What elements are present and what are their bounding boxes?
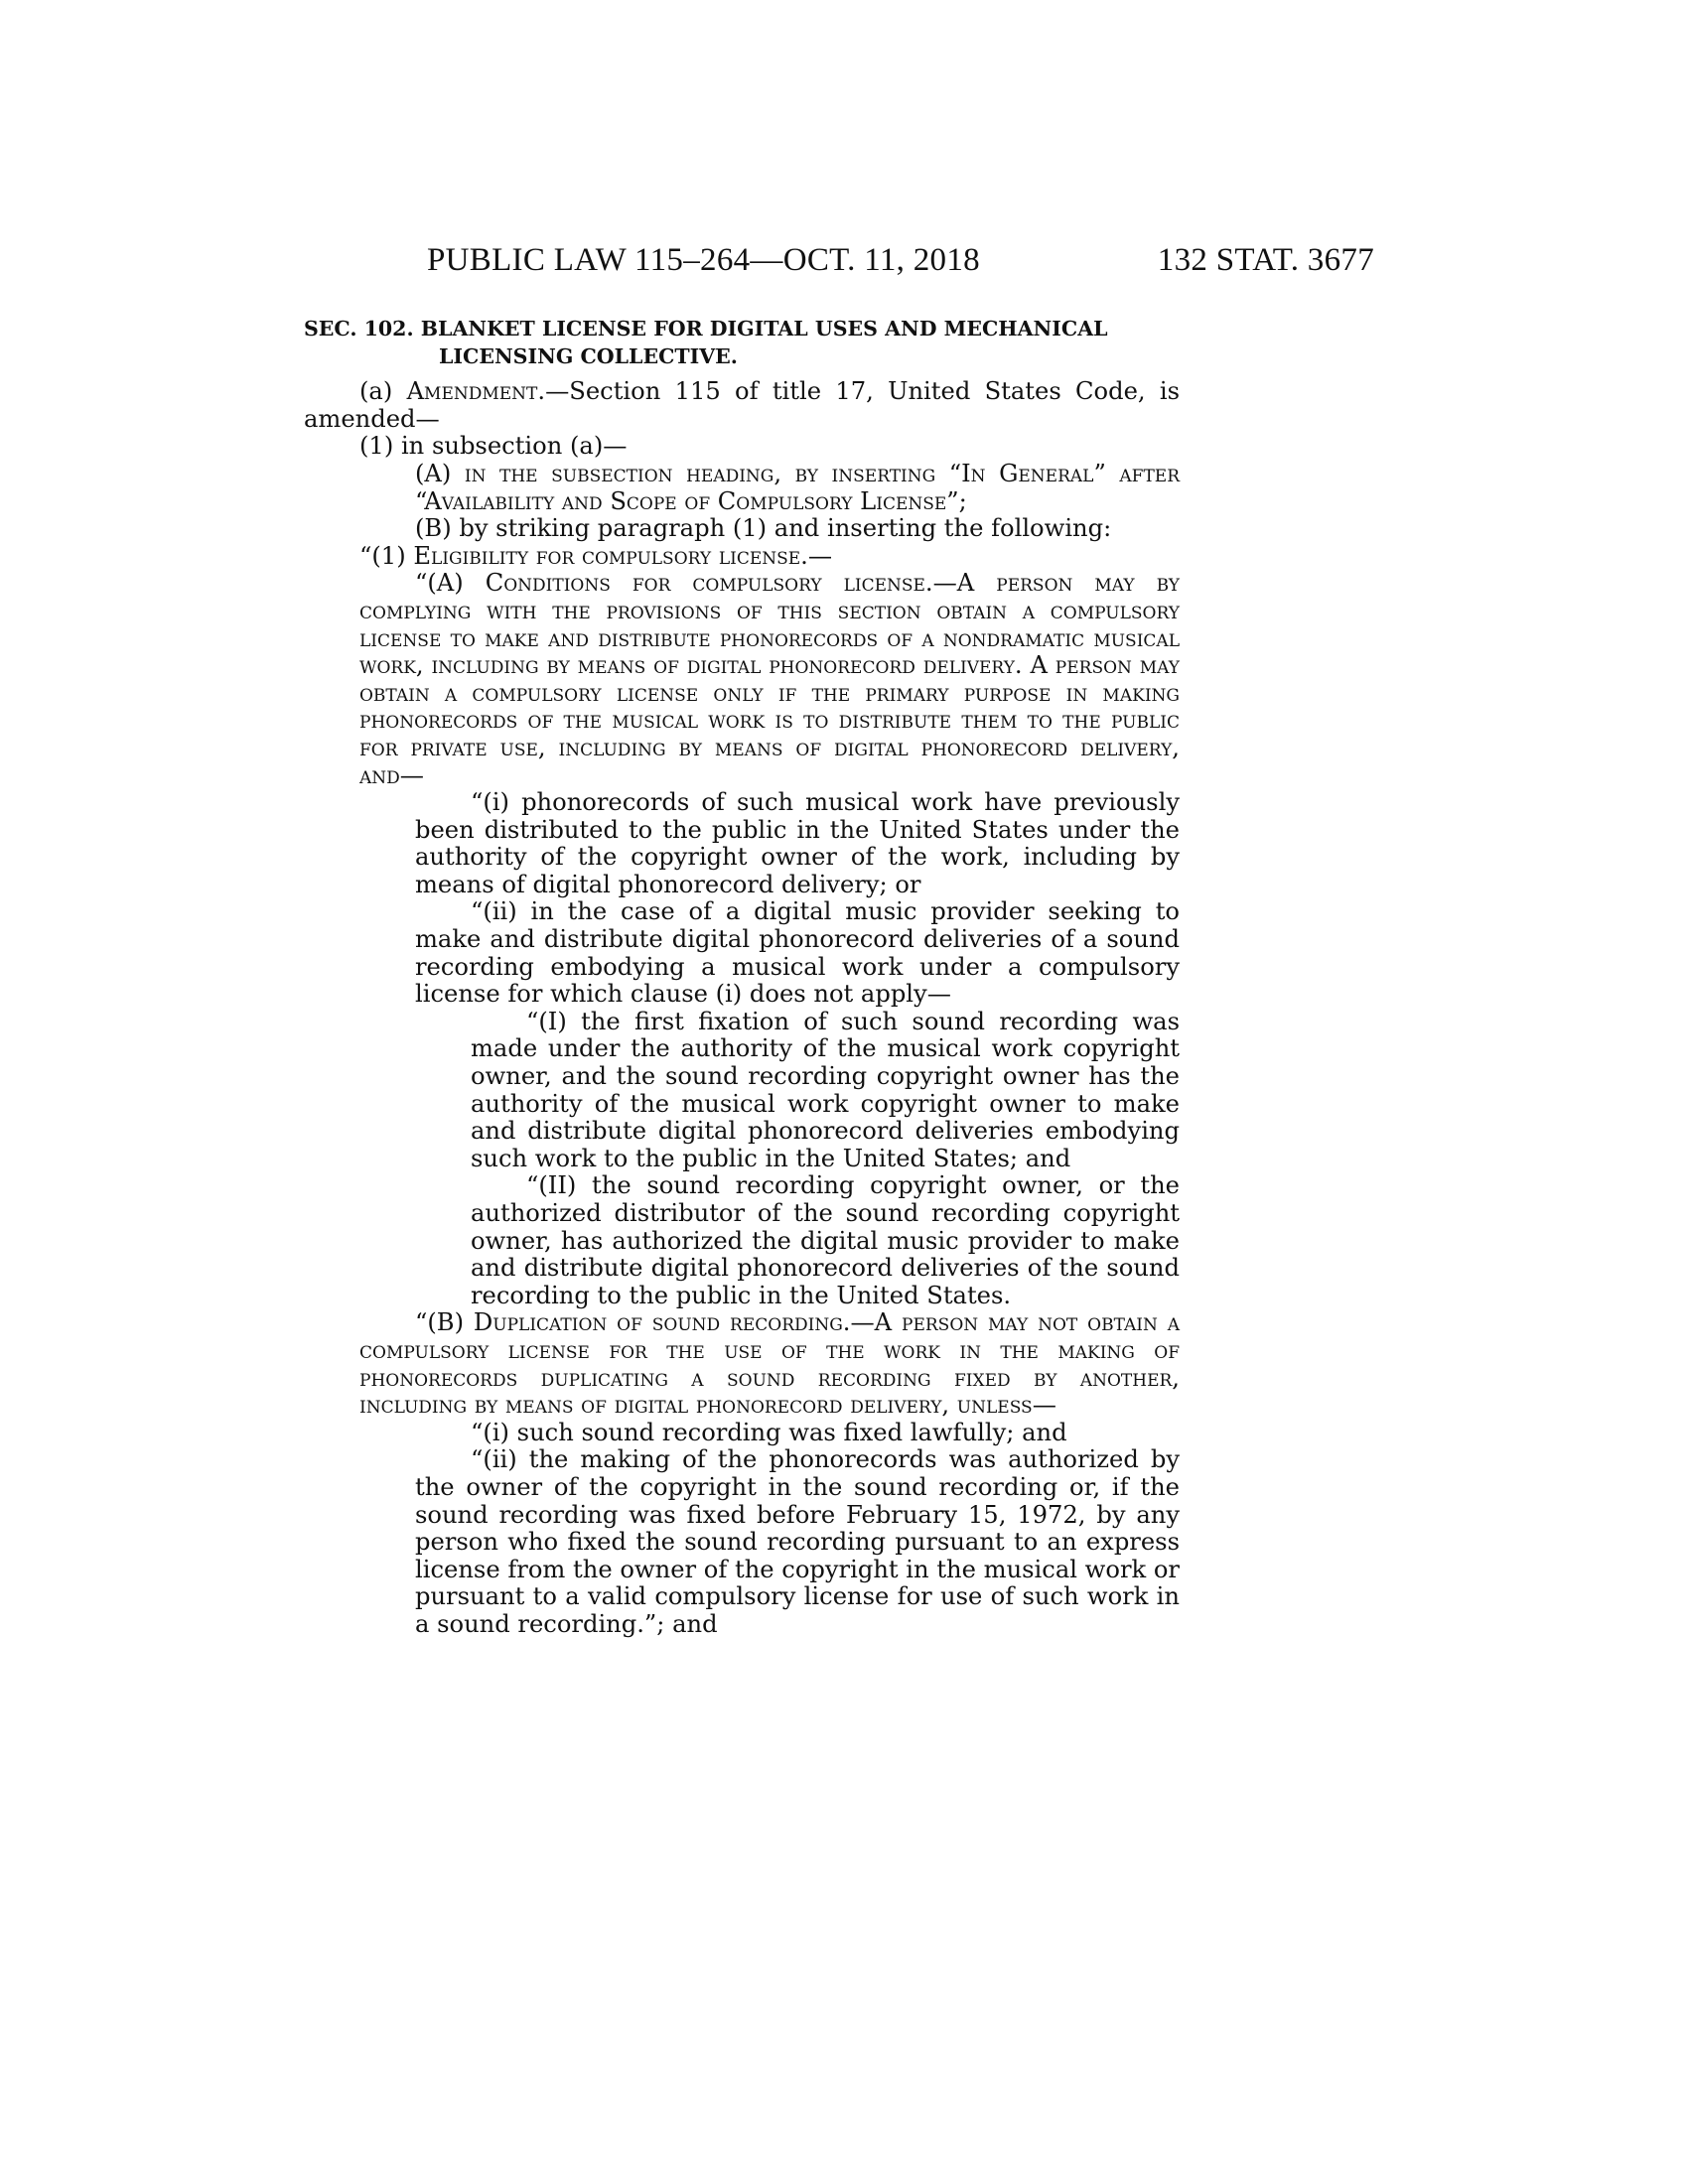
quoted-subparagraph-B (304, 1309, 1180, 1419)
stat-citation: 132 STAT. 3677 (1157, 242, 1374, 278)
quoted-clause-i: “(i) phonorecords of such musical work have previously been distributed to the public in the United States under the authority of the copyright owner of the work, including by means of digital phonorecord delivery; or (415, 788, 1180, 898)
subsection-a: (a) Amendment.—Section 115 of title 17, United States Code, is amended— (304, 377, 1180, 433)
quoted-b-clause-i: “(i) such sound recording was fixed lawfully; and (471, 1418, 1067, 1446)
quoted-subparagraph-B-text: “(B) Duplication of sound recording.—A person may not obtain a compulsory license for the use of the work in the making of phonorecords duplicating a sound recording fixed by another, including by means of digital phonorecord delivery, unless— (359, 1308, 1180, 1420)
quoted-subclause-I: “(I) the first fixation of such sound recording was made under the authority of the musical work copyright owner, and the sound recording copyright owner has the authority of the musical work copyright owner to make and distribute digital phonorecord deliveries embodying such work to the public in the United States; and (471, 1007, 1180, 1172)
quoted-subclause-II: “(II) the sound recording copyright owner, or the authorized distributor of the sound recording copyright owner, has authorized the digital music provider to make and distribute digital phonorecord deliveries of the sound recording to the public in the United States. (471, 1171, 1180, 1309)
quoted-b-clause-ii: “(ii) the making of the phonorecords was authorized by the owner of the copyright in the sound recording or, if the sound recording was fixed before February 15, 1972, by any person who fixed the sound recording pursuant to an express license from the owner of the copyright in the musical work or pursuant to a valid compulsory license for use of such work in a sound recording.”; and (415, 1445, 1180, 1638)
quoted-subparagraph-A (304, 570, 1180, 789)
subparagraph-B: (B) by striking paragraph (1) and inserting the following: (415, 514, 1112, 543)
quoted-clause-ii: “(ii) in the case of a digital music provider seeking to make and distribute digital phonorecord deliveries of a sound recording embodying a musical work under a compulsory license for which clause (i) does not apply— (415, 897, 1180, 1009)
section-body (304, 316, 1180, 1639)
quoted-subparagraph-A-text: “(A) Conditions for compulsory license.—A person may by complying with the provisions of this section obtain a compulsory license to make and distribute phonorecords of a nondramatic musical work, including by means of digital phonorecord delivery. A person may obtain a compulsory license only if the primary purpose in making phonorecords of the musical work is to distribute them to the public for private use, including by means of digital phonorecord delivery, and— (359, 569, 1180, 789)
section-heading: SEC. 102. BLANKET LICENSE FOR DIGITAL USES AND MECHANICAL LICENSING COLLECTIVE. (304, 317, 1108, 368)
paragraph-1: (1) in subsection (a)— (359, 432, 628, 461)
subsection-a-text: .—Section 115 of title 17, United States Code, is amended— (304, 377, 1180, 433)
quoted-paragraph-1-text: “(1) Eligibility for compulsory license.— (359, 541, 833, 570)
subparagraph-A (304, 461, 1180, 515)
subsection-a-label: Amendment (406, 377, 538, 406)
subparagraph-A-text: (A) in the subsection heading, by inserting “In General” after “Availability and Scope of Compulsory License”; (415, 459, 1180, 515)
quoted-paragraph-1 (304, 543, 1180, 571)
running-title: PUBLIC LAW 115–264—OCT. 11, 2018 (427, 242, 980, 278)
